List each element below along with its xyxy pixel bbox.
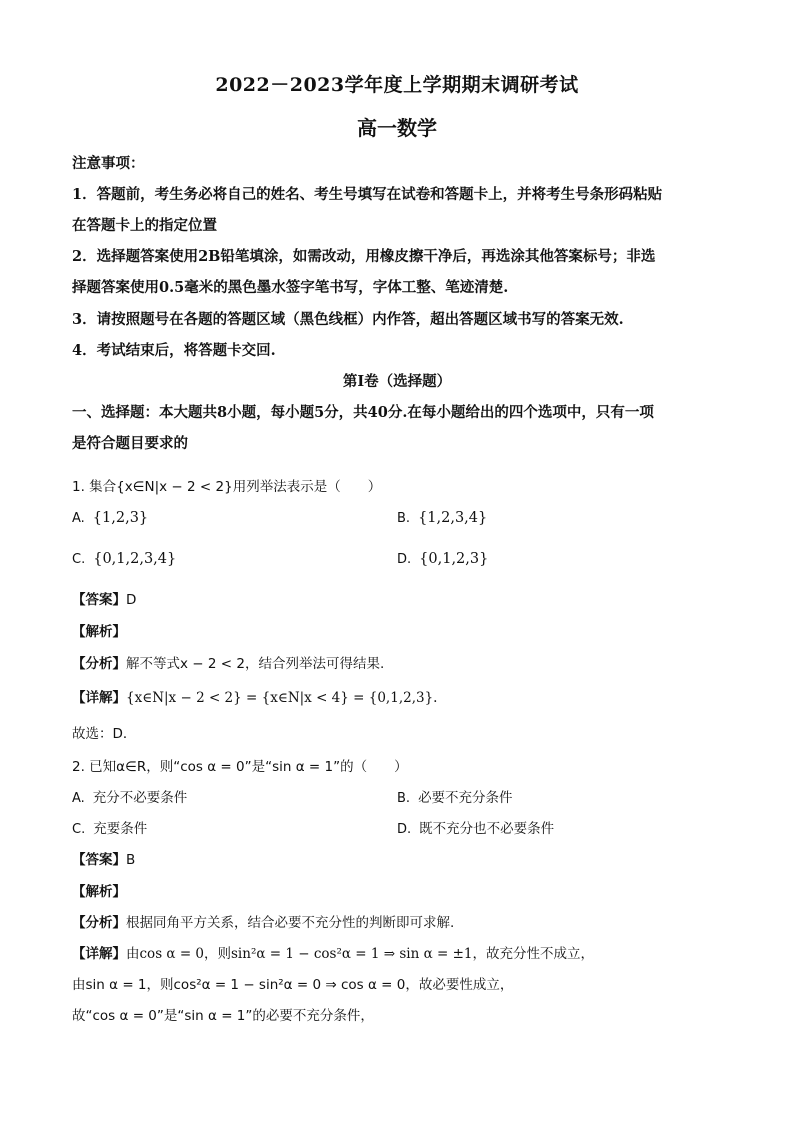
q2-option-a-label: A. (72, 791, 85, 806)
q2-detail (72, 942, 732, 962)
q1-answer-value: D (126, 592, 137, 608)
q1-option-c-label: C. (72, 552, 86, 567)
q2-option-c-text: 充要条件 (93, 821, 148, 837)
q2-option-a (72, 786, 187, 806)
q1-detail-tag: 【详解】 (72, 690, 126, 706)
q2-option-d (397, 817, 554, 837)
notice-item-2-cont: 择题答案使用0.5毫米的黑色墨水签字笔书写，字体工整、笔迹清楚. (72, 279, 509, 296)
q2-option-b-label: B. (397, 791, 411, 806)
q2-option-d-text: 既不充分也不必要条件 (419, 821, 555, 837)
q1-answer-tag: 【答案】 (72, 592, 126, 608)
notice-heading: 注意事项： (72, 155, 145, 172)
q1-fenxi-text: 解不等式x − 2 < 2，结合列举法可得结果. (126, 656, 385, 672)
notice-item-4: 4．考试结束后，将答题卡交回. (72, 342, 276, 359)
q2-fenxi-text: 根据同角平方关系，结合必要不充分性的判断即可求解. (126, 915, 455, 931)
q1-answer (72, 588, 732, 608)
q1-option-c (72, 551, 176, 567)
q2-detail-line-1: 由cos α = 0，则sin²α = 1 − cos²α = 1 ⇒ sin α = ±1，故充分性不成立， (126, 946, 595, 962)
q1-option-d-text: {0,1,2,3} (419, 551, 489, 567)
q2-option-b (397, 786, 513, 806)
q2-option-d-label: D. (397, 822, 412, 837)
q2-analysis-tag: 【解析】 (72, 884, 126, 900)
q2-fenxi (72, 911, 732, 931)
q1-option-d (397, 551, 488, 567)
q2-option-a-text: 充分不必要条件 (92, 790, 188, 806)
section-title: 第Ⅰ卷（选择题） (342, 373, 452, 390)
q2-answer (72, 848, 732, 868)
q1-option-b-label: B. (397, 511, 411, 526)
q2-stem: 2. 已知α∈R，则“cos α = 0”是“sin α = 1”的（ ） (72, 759, 408, 775)
exam-title: 2022－2023学年度上学期期末调研考试 (215, 74, 579, 96)
q1-detail-text: {x∈N|x − 2 < 2} = {x∈N|x < 4} = {0,1,2,3}. (126, 690, 438, 706)
q2-option-c (72, 817, 147, 837)
q1-option-a-label: A. (72, 511, 85, 526)
notice-item-2: 2．选择题答案使用2B铅笔填涂，如需改动，用橡皮擦干净后，再选涂其他答案标号；非选 (72, 248, 656, 265)
subject-title: 高一数学 (357, 116, 437, 140)
q1-option-d-label: D. (397, 552, 412, 567)
q1-option-c-text: {0,1,2,3,4} (93, 551, 177, 567)
q2-detail-line-3: 故“cos α = 0”是“sin α = 1”的必要不充分条件， (72, 1008, 374, 1024)
q1-option-b (397, 510, 487, 526)
notice-item-3: 3．请按照题号在各题的答题区域（黑色线框）内作答，超出答题区域书写的答案无效. (72, 311, 624, 328)
q1-option-a (72, 510, 148, 526)
section-instructions: 一、选择题：本大题共8小题，每小题5分，共40分.在每小题给出的四个选项中，只有一项 (72, 404, 654, 421)
q2-detail-line-2: 由sin α = 1，则cos²α = 1 − sin²α = 0 ⇒ cos α = 0，故必要性成立， (72, 977, 514, 993)
notice-item-1: 1．答题前，考生务必将自己的姓名、考生号填写在试卷和答题卡上，并将考生号条形码粘贴 (72, 186, 663, 203)
q2-fenxi-tag: 【分析】 (72, 915, 126, 931)
section-instructions-cont: 是符合题目要求的 (72, 435, 188, 452)
q2-option-b-text: 必要不充分条件 (418, 790, 513, 806)
q2-answer-tag: 【答案】 (72, 852, 126, 868)
q1-analysis-tag: 【解析】 (72, 624, 126, 640)
q1-conclusion: 故选：D． (72, 726, 137, 742)
q2-answer-value: B (126, 852, 136, 868)
q1-option-b-text: {1,2,3,4} (418, 510, 488, 526)
q1-fenxi-tag: 【分析】 (72, 656, 126, 672)
q2-detail-tag: 【详解】 (72, 946, 126, 962)
q2-option-c-label: C. (72, 822, 86, 837)
q1-option-a-text: {1,2,3} (92, 510, 149, 526)
q1-detail (72, 686, 732, 706)
q1-stem: 1. 集合{x∈N|x − 2 < 2}用列举法表示是（ ） (72, 479, 382, 495)
q1-fenxi (72, 652, 732, 672)
notice-item-1-cont: 在答题卡上的指定位置 (72, 217, 217, 234)
